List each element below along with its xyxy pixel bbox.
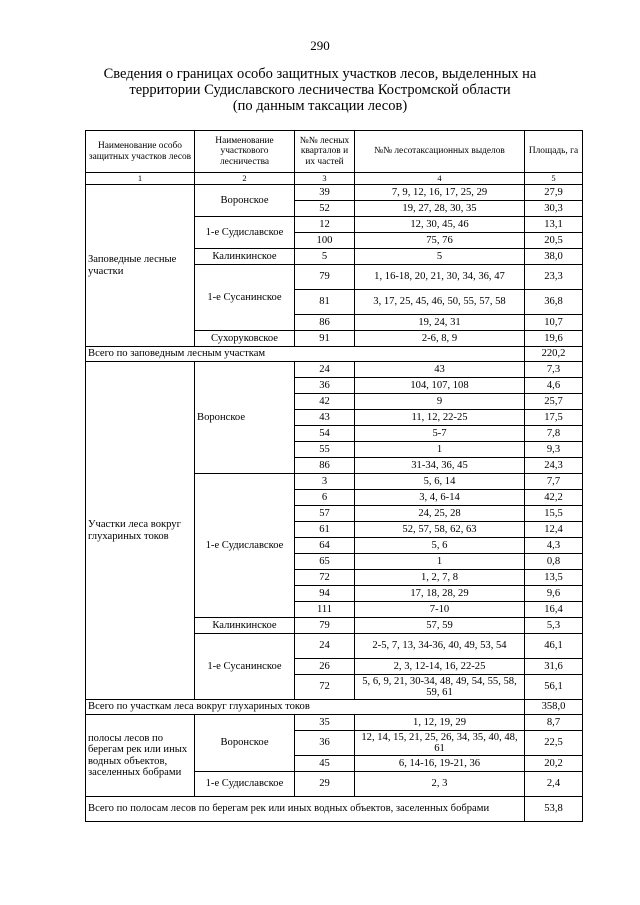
- district-name: 1-е Сусанинское: [195, 634, 295, 700]
- allotments-cell: 12, 30, 45, 46: [355, 217, 525, 233]
- allotments-cell: 1, 2, 7, 8: [355, 570, 525, 586]
- district-name: Воронское: [195, 715, 295, 772]
- quarter-cell: 86: [295, 315, 355, 331]
- table-row: [86, 185, 583, 201]
- area-cell: 38,0: [525, 249, 583, 265]
- area-cell: 56,1: [525, 675, 583, 700]
- table-row: [86, 362, 583, 378]
- quarter-cell: 42: [295, 394, 355, 410]
- allotments-cell: 6, 14-16, 19-21, 36: [355, 756, 525, 772]
- quarter-cell: 72: [295, 675, 355, 700]
- document-title: [60, 66, 580, 114]
- quarter-cell: 26: [295, 659, 355, 675]
- quarter-cell: 45: [295, 756, 355, 772]
- area-cell: 4,3: [525, 538, 583, 554]
- allotments-cell: 1: [355, 554, 525, 570]
- quarter-cell: 61: [295, 522, 355, 538]
- title-line-1: Сведения о границах особо защитных участков лесов, выделенных на: [103, 66, 537, 82]
- allotments-cell: 1: [355, 442, 525, 458]
- title-line-2: территории Судиславского лесничества Костромской области: [129, 82, 511, 98]
- area-cell: 31,6: [525, 659, 583, 675]
- title-line-3: (по данным таксации лесов): [232, 98, 408, 114]
- quarter-cell: 52: [295, 201, 355, 217]
- header-protected-area: Наименование особо защитных участков лесов: [86, 131, 195, 173]
- quarter-cell: 57: [295, 506, 355, 522]
- header-area: Площадь, га: [525, 131, 583, 173]
- area-cell: 5,3: [525, 618, 583, 634]
- allotments-cell: 75, 76: [355, 233, 525, 249]
- header-allotments: №№ лесотаксационных выделов: [355, 131, 525, 173]
- area-cell: 36,8: [525, 290, 583, 315]
- quarter-cell: 36: [295, 731, 355, 756]
- allotments-cell: 1, 16-18, 20, 21, 30, 34, 36, 47: [355, 265, 525, 290]
- total-row: [86, 797, 583, 822]
- area-cell: 22,5: [525, 731, 583, 756]
- quarter-cell: 79: [295, 618, 355, 634]
- protected-area-name: Участки леса вокруг глухариных токов: [86, 362, 195, 700]
- area-cell: 8,7: [525, 715, 583, 731]
- allotments-cell: 5, 6, 14: [355, 474, 525, 490]
- quarter-cell: 91: [295, 331, 355, 347]
- quarter-cell: 43: [295, 410, 355, 426]
- total-row: [86, 347, 583, 362]
- quarter-cell: 24: [295, 362, 355, 378]
- allotments-cell: 104, 107, 108: [355, 378, 525, 394]
- quarter-cell: 94: [295, 586, 355, 602]
- allotments-cell: 43: [355, 362, 525, 378]
- allotments-cell: 2-5, 7, 13, 34-36, 40, 49, 53, 54: [355, 634, 525, 659]
- column-number: 5: [525, 173, 583, 185]
- area-cell: 13,5: [525, 570, 583, 586]
- quarter-cell: 5: [295, 249, 355, 265]
- quarter-cell: 72: [295, 570, 355, 586]
- allotments-cell: 31-34, 36, 45: [355, 458, 525, 474]
- allotments-cell: 9: [355, 394, 525, 410]
- allotments-cell: 24, 25, 28: [355, 506, 525, 522]
- quarter-cell: 6: [295, 490, 355, 506]
- quarter-cell: 35: [295, 715, 355, 731]
- quarter-cell: 65: [295, 554, 355, 570]
- area-cell: 27,9: [525, 185, 583, 201]
- total-area: 358,0: [525, 700, 583, 715]
- allotments-cell: 1, 12, 19, 29: [355, 715, 525, 731]
- area-cell: 9,3: [525, 442, 583, 458]
- district-name: Калинкинское: [195, 249, 295, 265]
- column-number: 1: [86, 173, 195, 185]
- area-cell: 13,1: [525, 217, 583, 233]
- quarter-cell: 12: [295, 217, 355, 233]
- allotments-cell: 2, 3, 12-14, 16, 22-25: [355, 659, 525, 675]
- allotments-cell: 7, 9, 12, 16, 17, 25, 29: [355, 185, 525, 201]
- allotments-cell: 12, 14, 15, 21, 25, 26, 34, 35, 40, 48, 61: [355, 731, 525, 756]
- area-cell: 7,3: [525, 362, 583, 378]
- quarter-cell: 36: [295, 378, 355, 394]
- quarter-cell: 3: [295, 474, 355, 490]
- quarter-cell: 64: [295, 538, 355, 554]
- allotments-cell: 2, 3: [355, 772, 525, 797]
- area-cell: 30,3: [525, 201, 583, 217]
- area-cell: 7,7: [525, 474, 583, 490]
- quarter-cell: 111: [295, 602, 355, 618]
- total-row: [86, 700, 583, 715]
- area-cell: 4,6: [525, 378, 583, 394]
- header-quarters: №№ лесных кварталов и их частей: [295, 131, 355, 173]
- area-cell: 23,3: [525, 265, 583, 290]
- area-cell: 20,2: [525, 756, 583, 772]
- area-cell: 15,5: [525, 506, 583, 522]
- total-label: Всего по полосам лесов по берегам рек или иных водных объектов, заселенных бобрами: [86, 797, 525, 822]
- allotments-cell: 5, 6, 9, 21, 30-34, 48, 49, 54, 55, 58, 59, 61: [355, 675, 525, 700]
- quarter-cell: 86: [295, 458, 355, 474]
- allotments-cell: 52, 57, 58, 62, 63: [355, 522, 525, 538]
- allotments-cell: 5-7: [355, 426, 525, 442]
- quarter-cell: 55: [295, 442, 355, 458]
- quarter-cell: 54: [295, 426, 355, 442]
- quarter-cell: 29: [295, 772, 355, 797]
- allotments-cell: 57, 59: [355, 618, 525, 634]
- area-cell: 10,7: [525, 315, 583, 331]
- allotments-cell: 2-6, 8, 9: [355, 331, 525, 347]
- area-cell: 17,5: [525, 410, 583, 426]
- allotments-cell: 19, 24, 31: [355, 315, 525, 331]
- total-label: Всего по участкам леса вокруг глухариных токов: [86, 700, 525, 715]
- area-cell: 46,1: [525, 634, 583, 659]
- area-cell: 12,4: [525, 522, 583, 538]
- district-name: Воронское: [195, 185, 295, 217]
- area-cell: 42,2: [525, 490, 583, 506]
- quarter-cell: 39: [295, 185, 355, 201]
- header-district: Наименование участкового лесничества: [195, 131, 295, 173]
- allotments-cell: 5: [355, 249, 525, 265]
- area-cell: 20,5: [525, 233, 583, 249]
- quarter-cell: 100: [295, 233, 355, 249]
- district-name: 1-е Судиславское: [195, 772, 295, 797]
- area-cell: 7,8: [525, 426, 583, 442]
- district-name: Калинкинское: [195, 618, 295, 634]
- header-row: [86, 131, 583, 173]
- allotments-cell: 3, 17, 25, 45, 46, 50, 55, 57, 58: [355, 290, 525, 315]
- allotments-cell: 19, 27, 28, 30, 35: [355, 201, 525, 217]
- quarter-cell: 24: [295, 634, 355, 659]
- allotments-cell: 17, 18, 28, 29: [355, 586, 525, 602]
- allotments-cell: 3, 4, 6-14: [355, 490, 525, 506]
- page-number: 290: [310, 38, 330, 53]
- district-name: 1-е Судиславское: [195, 217, 295, 249]
- protected-area-name: полосы лесов по берегам рек или иных водных объектов, заселенных бобрами: [86, 715, 195, 797]
- area-cell: 2,4: [525, 772, 583, 797]
- area-cell: 19,6: [525, 331, 583, 347]
- district-name: Воронское: [195, 362, 295, 474]
- total-area: 220,2: [525, 347, 583, 362]
- district-name: Сухоруковское: [195, 331, 295, 347]
- column-number-row: [86, 173, 583, 185]
- protected-areas-table: [85, 130, 583, 822]
- district-name: 1-е Сусанинское: [195, 265, 295, 331]
- area-cell: 24,3: [525, 458, 583, 474]
- table-row: [86, 715, 583, 731]
- area-cell: 25,7: [525, 394, 583, 410]
- allotments-cell: 5, 6: [355, 538, 525, 554]
- allotments-cell: 11, 12, 22-25: [355, 410, 525, 426]
- area-cell: 0,8: [525, 554, 583, 570]
- area-cell: 16,4: [525, 602, 583, 618]
- allotments-cell: 7-10: [355, 602, 525, 618]
- total-label: Всего по заповедным лесным участкам: [86, 347, 525, 362]
- column-number: 4: [355, 173, 525, 185]
- column-number: 3: [295, 173, 355, 185]
- quarter-cell: 81: [295, 290, 355, 315]
- quarter-cell: 79: [295, 265, 355, 290]
- total-area: 53,8: [525, 797, 583, 822]
- protected-area-name: Заповедные лесные участки: [86, 185, 195, 347]
- column-number: 2: [195, 173, 295, 185]
- area-cell: 9,6: [525, 586, 583, 602]
- district-name: 1-е Судиславское: [195, 474, 295, 618]
